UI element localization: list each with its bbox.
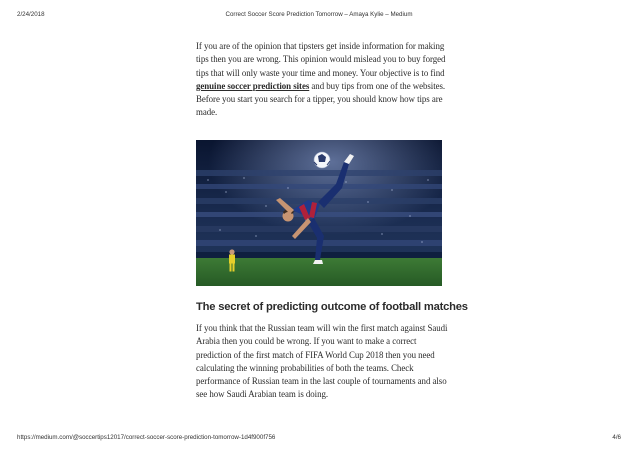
section-heading: The secret of predicting outcome of football matches: [196, 301, 468, 313]
soccer-bicycle-kick-image: [196, 140, 442, 286]
print-footer: [0, 434, 638, 443]
soccer-ball: [314, 152, 330, 168]
print-page-title: Correct Soccer Score Prediction Tomorrow – Amaya Kylie – Medium: [225, 11, 413, 18]
article-paragraph-tipsters: [196, 40, 454, 120]
article-paragraph-russia-saudi: If you think that the Russian team will win the first match against Saudi Arabia then you could be wrong. If you want to make a correct prediction of the first match of FIFA World Cup 2018 then you need calculating the winning probabilities of both the teams. Check performance of Russian team in the last couple of tournaments and also see how Saudi Arabian team is doing.: [196, 323, 448, 400]
page-number: 4/6: [612, 434, 621, 441]
print-header: [0, 11, 638, 20]
paragraph-text-after-link: and buy tips from one of the websites. Before you start you search for a tipper, you should know how tips are made.: [196, 80, 446, 118]
hero-image: [196, 140, 442, 286]
paragraph-text-before-link: If you are of the opinion that tipsters get inside information for making tips then you are wrong. This opinion would mislead you to buy forged tips that will only waste your time and money. Your objective is to find: [196, 41, 446, 78]
genuine-soccer-prediction-sites-link[interactable]: genuine soccer prediction sites: [196, 80, 310, 91]
print-url: https://medium.com/@soccertips12017/correct-soccer-score-prediction-tomorrow-1d4f900f756: [17, 434, 276, 441]
print-date: 2/24/2018: [17, 11, 45, 18]
